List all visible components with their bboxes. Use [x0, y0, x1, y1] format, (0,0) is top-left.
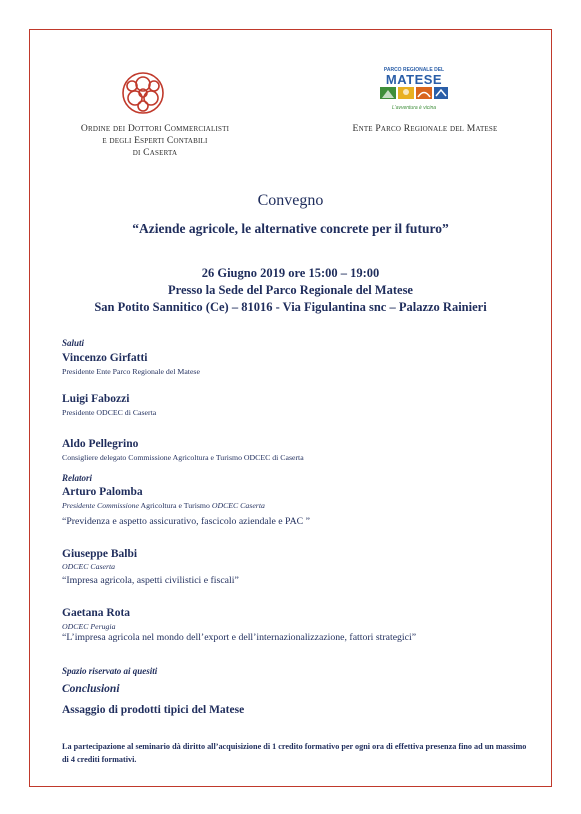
- speaker-name: Gaetana Rota: [62, 607, 131, 619]
- odcec-line-1: Ordine dei Dottori Commercialisti: [80, 123, 230, 134]
- event-date: 26 Giugno 2019 ore 15:00 – 19:00: [201, 266, 380, 280]
- parco-name: [325, 123, 525, 134]
- speaker-role-suffix: ODCEC Caserta: [211, 501, 265, 510]
- spazio-quesiti: Spazio riservato ai quesiti: [62, 666, 158, 676]
- talk-title: “L’impresa agricola nel mondo dell’export e dell’internazionalizzazione, fattori strategici”: [62, 632, 417, 643]
- matese-logo-name: MATESE: [385, 72, 443, 87]
- odcec-line-3: di Caserta: [132, 147, 178, 158]
- speaker-name: Vincenzo Girfatti: [62, 352, 148, 364]
- speaker-role: [62, 501, 265, 510]
- footer-note: La partecipazione al seminario dà diritto all’acquisizione di 1 credito formativo per ogni ora di effettiva presenza fino ad un massimo di 4 crediti formativi.: [62, 742, 527, 764]
- odcec-line-2: e degli Esperti Contabili: [102, 135, 208, 146]
- speaker-name: Luigi Fabozzi: [62, 393, 130, 405]
- speaker-name: Aldo Pellegrino: [62, 438, 139, 450]
- matese-logo: [378, 67, 450, 111]
- matese-illustration-icon: [378, 86, 450, 100]
- speaker-name: Giuseppe Balbi: [62, 548, 138, 560]
- speaker-role: Consigliere delegato Commissione Agricoltura e Turismo ODCEC di Caserta: [62, 453, 304, 462]
- speaker-role: ODCEC Perugia: [62, 622, 116, 631]
- speaker-role: ODCEC Caserta: [62, 562, 116, 571]
- section-saluti: Saluti: [62, 338, 85, 348]
- event-type: Convegno: [257, 192, 324, 209]
- matese-logo-top: PARCO REGIONALE DEL: [383, 67, 445, 73]
- event-title: “Aziende agricole, le alternative concrete per il futuro”: [132, 221, 449, 236]
- parco-name-text: Ente Parco Regionale del Matese: [352, 123, 498, 134]
- speaker-role: Presidente Ente Parco Regionale del Matese: [62, 367, 200, 376]
- conclusioni: Conclusioni: [62, 683, 120, 695]
- matese-logo-tagline: L'avventura è vicina: [391, 105, 437, 111]
- event-venue: Presso la Sede del Parco Regionale del Matese: [168, 283, 413, 297]
- talk-title: “Previdenza e aspetto assicurativo, fascicolo aziendale e PAC ”: [62, 516, 311, 527]
- odcec-emblem-icon: [118, 70, 168, 116]
- speaker-name: Arturo Palomba: [62, 486, 143, 498]
- speaker-role: Presidente ODCEC di Caserta: [62, 408, 157, 417]
- talk-title: “Impresa agricola, aspetti civilistici e fiscali”: [62, 575, 239, 586]
- speaker-role-mid: Agricoltura e Turismo: [139, 501, 212, 510]
- event-address: San Potito Sannitico (Ce) – 81016 - Via Figulantina snc – Palazzo Rainieri: [94, 300, 487, 314]
- assaggio: Assaggio di prodotti tipici del Matese: [62, 704, 245, 716]
- odcec-name: [55, 123, 255, 159]
- speaker-role-prefix: Presidente Commissione: [62, 501, 140, 510]
- section-relatori: Relatori: [62, 473, 93, 483]
